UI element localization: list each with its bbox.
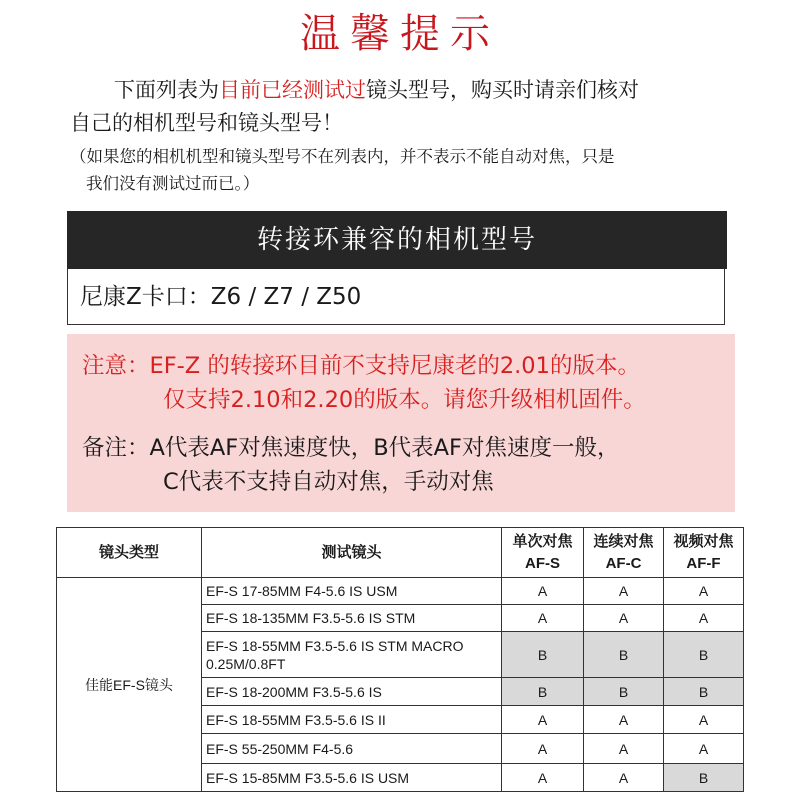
lens-name: EF-S 18-200MM F3.5-5.6 IS — [202, 678, 502, 706]
page-title: 温馨提示 — [300, 11, 500, 57]
af-s-value: A — [502, 706, 584, 734]
intro-line-1 — [70, 74, 750, 107]
af-s-value: B — [502, 632, 584, 678]
header-af-s-bottom: AF-S — [525, 554, 560, 572]
af-c-value: A — [584, 578, 664, 605]
remark-line-2: C代表不支持自动对焦，手动对焦 — [163, 469, 494, 495]
af-f-value: B — [664, 632, 744, 678]
header-af-f-bottom: AF-F — [686, 554, 721, 572]
af-s-value: A — [502, 764, 584, 792]
af-c-value: A — [584, 605, 664, 632]
lens-group-label: 佳能EF-S镜头 — [57, 578, 202, 792]
lens-table — [56, 527, 744, 792]
lens-name: EF-S 18-55MM F3.5-5.6 IS II — [202, 706, 502, 734]
af-c-value: B — [584, 678, 664, 706]
firmware-warning — [82, 349, 732, 417]
notice-box — [67, 334, 735, 512]
intro-text — [70, 74, 750, 140]
header-af-c-top: 连续对焦 — [593, 532, 654, 550]
af-c-value: B — [584, 632, 664, 678]
table-header-row — [57, 528, 744, 578]
note-text — [70, 143, 750, 197]
header-test-lens: 测试镜头 — [202, 528, 502, 578]
note-line-1: （如果您的相机机型和镜头型号不在列表内，并不表示不能自动对焦，只是 — [70, 147, 615, 166]
intro-suffix: 镜头型号，购买时请亲们核对 — [366, 78, 639, 102]
af-f-value: B — [664, 678, 744, 706]
header-af-s-top: 单次对焦 — [512, 532, 573, 550]
header-af-s — [502, 528, 584, 578]
header-lens-type: 镜头类型 — [57, 528, 202, 578]
header-af-f-top: 视频对焦 — [673, 532, 734, 550]
lens-name: EF-S 18-55MM F3.5-5.6 IS STM MACRO 0.25M/0.8FT — [202, 632, 502, 678]
compat-header: 转接环兼容的相机型号 — [67, 211, 727, 269]
af-c-value: A — [584, 706, 664, 734]
af-f-value: A — [664, 605, 744, 632]
header-af-f — [664, 528, 744, 578]
compat-models: 尼康Z卡口：Z6 / Z7 / Z50 — [67, 269, 725, 325]
af-c-value: A — [584, 764, 664, 792]
af-s-value: A — [502, 734, 584, 764]
af-f-value: A — [664, 734, 744, 764]
intro-prefix: 下面列表为 — [114, 78, 219, 102]
af-c-value: A — [584, 734, 664, 764]
af-remark — [82, 431, 732, 499]
af-s-value: B — [502, 678, 584, 706]
af-s-value: A — [502, 605, 584, 632]
lens-name: EF-S 15-85MM F3.5-5.6 IS USM — [202, 764, 502, 792]
af-f-value: B — [664, 764, 744, 792]
remark-line-1: 备注：A代表AF对焦速度快，B代表AF对焦速度一般， — [82, 435, 620, 461]
table-row — [57, 578, 744, 605]
lens-name: EF-S 18-135MM F3.5-5.6 IS STM — [202, 605, 502, 632]
header-af-c-bottom: AF-C — [605, 554, 642, 572]
warning-line-1: 注意：EF-Z 的转接环目前不支持尼康老的2.01的版本。 — [82, 353, 640, 379]
note-line-2: 我们没有测试过而已。） — [86, 174, 260, 193]
af-f-value: A — [664, 578, 744, 605]
warning-line-2: 仅支持2.10和2.20的版本。请您升级相机固件。 — [163, 387, 646, 413]
lens-name: EF-S 17-85MM F4-5.6 IS USM — [202, 578, 502, 605]
af-s-value: A — [502, 578, 584, 605]
lens-name: EF-S 55-250MM F4-5.6 — [202, 734, 502, 764]
af-f-value: A — [664, 706, 744, 734]
intro-highlight: 目前已经测试过 — [219, 78, 366, 102]
intro-line-2: 自己的相机型号和镜头型号！ — [70, 111, 343, 135]
header-af-c — [584, 528, 664, 578]
